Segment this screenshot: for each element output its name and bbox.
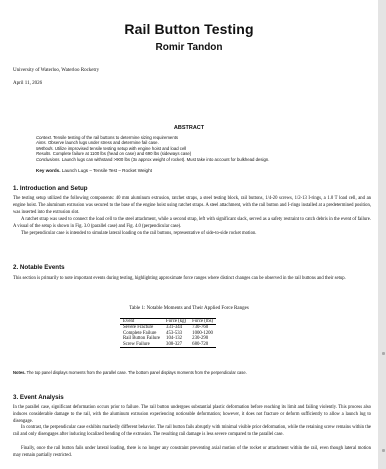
table-cell: 230-290 — [192, 336, 209, 342]
col-header-force-kg: Force (kg) — [166, 319, 187, 324]
edge-marker — [382, 449, 385, 452]
table-cell: 331-344 — [166, 325, 183, 331]
section-heading-notable-events: 2. Notable Events — [13, 264, 65, 271]
table-cell: 104-132 — [166, 336, 183, 342]
table-cell: 453-533 — [166, 330, 183, 336]
table-cell: 730-760 — [192, 325, 209, 331]
table-cell: Severe Fracture — [123, 325, 154, 331]
col-header-force-lbs: Force (lbs) — [192, 319, 214, 324]
table-notes: Notes. The top panel displays moments from the parallel case. The bottom panel displays moments from the perpendicular case. — [13, 370, 247, 375]
analysis-paragraph-1: In the parallel case, significant deformation occurs prior to failure. The rail button undergoes substantial plastic deformation before reaching its limit and failing violently. This process also induces considerable damage to the rail, with the aluminum extrusion experiencing noticeable deformation; however, it does not fracture or deform sufficiently to allow a launch lug to disengage. — [13, 405, 371, 424]
intro-paragraph-3: The perpendicular case is intended to simulate lateral loading on the rail buttons, representative of side-to-side rocket motion. — [21, 231, 257, 236]
table-row — [120, 342, 216, 348]
table-caption: Table 1: Notable Moments and Their Applied Force Ranges — [129, 306, 249, 311]
paper-author: Romir Tandon — [155, 42, 223, 53]
intro-paragraph-2: A ratchet strap was used to connect the load cell to the steel attachment, while a second strap, left with significant slack, served as a safety restraint to catch debris in the event of failure. A visual of the setup is shown in Fig. 3.0 (parallel case) and Fig. 4.0 (perpendicular case). — [13, 217, 371, 229]
edge-marker — [382, 352, 385, 355]
section-heading-introduction: 1. Introduction and Setup — [13, 185, 88, 192]
force-table — [120, 318, 216, 348]
section-heading-event-analysis: 3. Event Analysis — [13, 394, 64, 401]
paper-title: Rail Button Testing — [124, 21, 254, 37]
col-header-event: Event — [123, 319, 135, 324]
abstract-results: Results. Complete failure at 1100 lbs (head on case) and 690 lbs (sideways case) — [36, 151, 192, 157]
intro-paragraph-1: The testing setup utilized the following components: 40 mm aluminum extrusion, ratchet straps, a steel testing block, rail buttons, 1/4-20 screws, 1/2-13 I-rings, a 1.0 T load cell, and an engine hoist. The aluminum extrusion was secured to the base of the engine hoist using ratchet straps. A steel attachment, with the rail button and I-rings installed at a predetermined position, was inserted into the extrusion slot. — [13, 196, 371, 215]
affiliation: University of Waterloo, Waterloo Rocketry — [13, 68, 100, 73]
keywords: Key words. Launch Lugs – Tensile Test – Rocket Weight — [36, 168, 152, 173]
table-cell: Rail Button Failure — [123, 336, 161, 342]
abstract-conclusions: Conclusions. Launch lugs can withstand >900 lbs (3x approx weight of rocket). Must take into account for bulkhead design. — [36, 156, 270, 162]
table-cell: Screw Failure — [123, 341, 150, 347]
table-cell: 680-720 — [192, 341, 209, 347]
date: April 11, 2026 — [13, 81, 43, 86]
abstract-heading: ABSTRACT — [173, 125, 205, 131]
events-paragraph: This section is primarily to note important events during testing, highlighting approximate force ranges where distinct changes can be observed in the rail buttons and their setup. — [13, 276, 346, 281]
analysis-paragraph-2: In contrast, the perpendicular case exhibits markedly different behavior. The rail button fails abruptly with minimal visible prior deformation, while the retaining screw remains within the rail and only disengages after inducing localized bending of the extrusion. The resulting rail damage is less severe compared to the parallel case. — [13, 425, 371, 437]
table-row — [120, 336, 216, 341]
abstract-body — [36, 135, 356, 162]
abstract-methods: Methods. Utilize improvised tensile testing setup with engine hoist and load cell — [36, 145, 187, 151]
viewer-scroll-edge[interactable] — [378, 0, 386, 469]
abstract-aims: Aims. Observe launch lugs under stress and determine fail case. — [36, 140, 159, 146]
table-row — [120, 325, 216, 331]
table-cell: 308-327 — [166, 341, 183, 347]
table-cell: 1000-1200 — [192, 330, 213, 336]
analysis-paragraph-3: Finally, once the rail button fails under lateral loading, there is no longer any constraint preventing axial motion of the rocket or attachment within the rail, even though lateral motion may remain partially restricted. — [13, 446, 371, 458]
table-cell: Complete Failure — [123, 330, 157, 336]
abstract-context: Context. Tensile testing of the rail buttons to determine sizing requirements — [36, 135, 179, 140]
